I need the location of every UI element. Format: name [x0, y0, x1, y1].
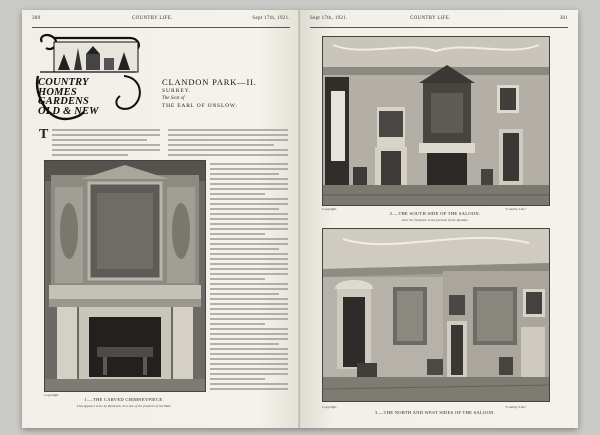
chimneypiece-caption: 1.—THE CARVED CHIMNEYPIECE. — [84, 397, 164, 402]
article-owner: THE EARL OF ONSLOW. — [162, 103, 238, 109]
saloon-south-photo — [322, 36, 550, 206]
saloon-south-credit-right: "Country Life." — [505, 207, 527, 211]
chimneypiece-image — [45, 161, 205, 391]
left-running-title: COUNTRY LIFE. — [132, 16, 173, 21]
series-line-4: OLD & NEW — [38, 105, 99, 117]
saloon-north-west-image — [323, 229, 549, 401]
intro-text-col-2 — [168, 129, 288, 159]
right-page-number: 381 — [559, 16, 568, 21]
saloon-south-caption: 2.—THE SOUTH SIDE OF THE SALOON. — [389, 211, 481, 216]
right-running-head — [310, 16, 568, 26]
left-header-rule — [32, 27, 290, 28]
chimneypiece-photo — [44, 160, 206, 392]
article-county: SURREY. — [162, 88, 192, 94]
chimneypiece-subcaption: This appears to be by Rysbrack. It is one of the features of the Hall. — [76, 404, 172, 408]
left-date: Sept 17th, 1921. — [252, 16, 290, 21]
saloon-north-west-credit-right: "Country Life." — [505, 405, 527, 409]
saloon-north-west-credit: Copyright. — [322, 405, 338, 409]
saloon-south-subcaption: Over the fireplace is the portrait of the Speaker. — [401, 218, 469, 222]
series-title — [38, 78, 118, 116]
article-seat-of: The Seat of — [162, 96, 185, 101]
right-page — [300, 10, 578, 428]
magazine-spread — [22, 10, 578, 428]
article-masthead — [34, 32, 282, 124]
series-line-3: GARDENS — [38, 96, 89, 107]
saloon-south-image — [323, 37, 549, 205]
right-running-title: COUNTRY LIFE. — [410, 16, 451, 21]
right-date: Sept 17th, 1921. — [310, 16, 348, 21]
right-header-rule — [310, 27, 568, 28]
body-text-column — [210, 163, 288, 413]
chimneypiece-credit: Copyright. — [44, 393, 60, 397]
series-line-1: COUNTRY — [38, 77, 89, 88]
saloon-north-west-photo — [322, 228, 550, 402]
left-page — [22, 10, 300, 428]
left-page-number: 380 — [32, 16, 41, 21]
article-title: CLANDON PARK—II. — [162, 77, 257, 87]
left-running-head — [32, 16, 290, 26]
series-line-2: HOMES — [38, 86, 77, 98]
drop-cap: T — [39, 127, 49, 142]
intro-text-col-1 — [52, 129, 160, 159]
saloon-north-west-caption: 3.—THE NORTH AND WEST SIDES OF THE SALOON. — [374, 410, 496, 415]
saloon-south-credit: Copyright. — [322, 207, 338, 211]
